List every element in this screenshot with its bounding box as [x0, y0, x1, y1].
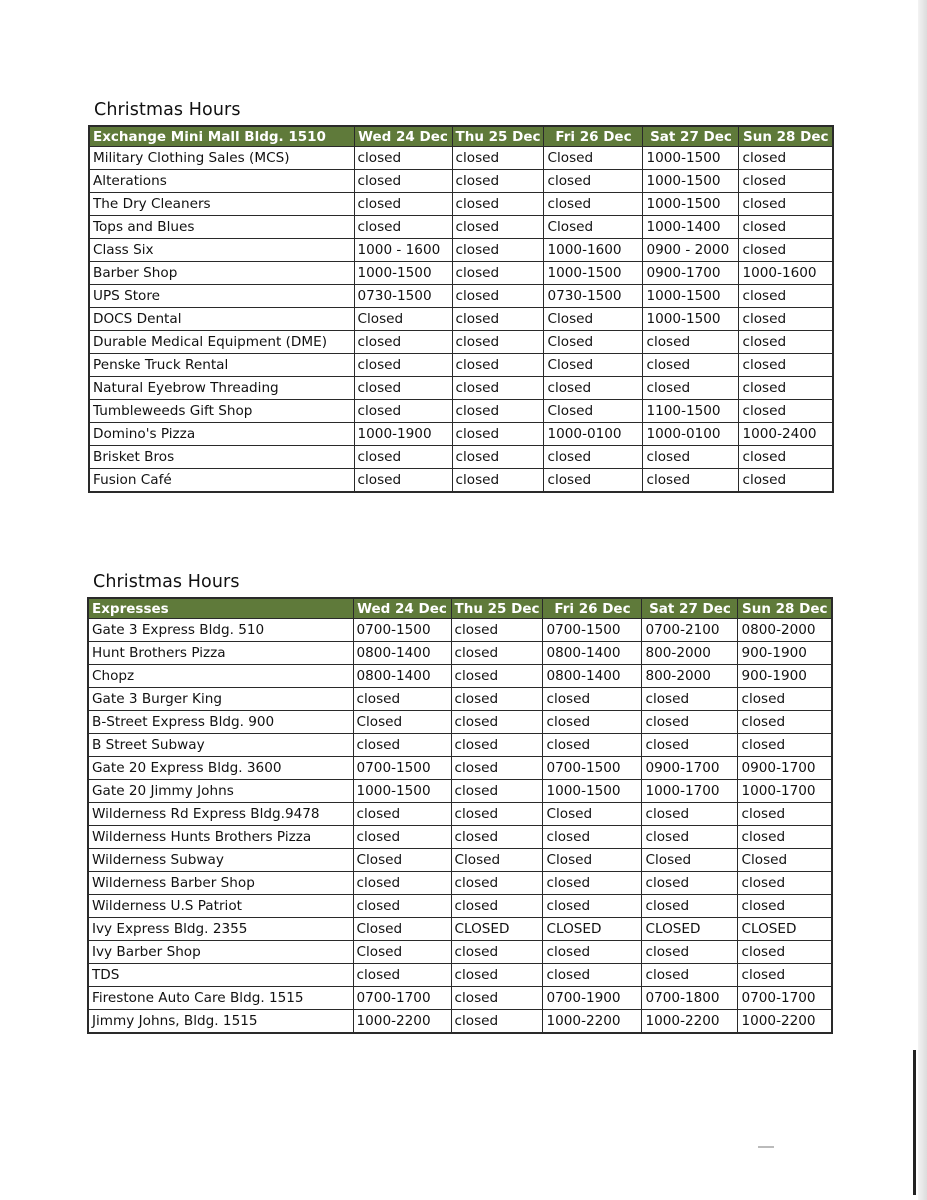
column-header-sun-28-dec: Sun 28 Dec [739, 126, 833, 147]
hours-cell-wed-24-dec: closed [354, 469, 452, 493]
table-row [88, 642, 832, 665]
hours-cell-sun-28-dec: closed [739, 377, 833, 400]
hours-cell-wed-24-dec: closed [353, 895, 451, 918]
hours-cell-thu-25-dec: closed [452, 331, 544, 354]
hours-cell-thu-25-dec: closed [452, 239, 544, 262]
hours-cell-sat-27-dec: 0700-1800 [642, 987, 738, 1010]
table-row [88, 803, 832, 826]
hours-cell-wed-24-dec: 0800-1400 [353, 642, 451, 665]
column-header-fri-26-dec: Fri 26 Dec [544, 126, 643, 147]
hours-cell-sat-27-dec: 1000-2200 [642, 1010, 738, 1034]
table-row [88, 734, 832, 757]
hours-cell-wed-24-dec: closed [354, 446, 452, 469]
hours-cell-thu-25-dec: closed [451, 872, 543, 895]
location-name-cell: B-Street Express Bldg. 900 [88, 711, 353, 734]
table-row [89, 285, 833, 308]
location-name-cell: B Street Subway [88, 734, 353, 757]
table-row [89, 354, 833, 377]
hours-cell-sat-27-dec: 1000-1500 [643, 170, 739, 193]
hours-cell-sat-27-dec: 800-2000 [642, 642, 738, 665]
location-name-cell: Jimmy Johns, Bldg. 1515 [88, 1010, 353, 1034]
table-row [89, 377, 833, 400]
hours-cell-sun-28-dec: 0700-1700 [738, 987, 832, 1010]
table-row [89, 262, 833, 285]
hours-cell-wed-24-dec: 1000-1500 [353, 780, 451, 803]
hours-cell-thu-25-dec: closed [452, 193, 544, 216]
location-name-cell: Durable Medical Equipment (DME) [89, 331, 354, 354]
scan-speck [758, 1146, 774, 1148]
hours-cell-wed-24-dec: closed [353, 872, 451, 895]
hours-cell-sun-28-dec: closed [738, 803, 832, 826]
location-name-cell: Tumbleweeds Gift Shop [89, 400, 354, 423]
page-edge-line [913, 1050, 916, 1195]
table-header-row [88, 598, 832, 619]
hours-cell-thu-25-dec: closed [451, 642, 543, 665]
table-row [89, 147, 833, 170]
table-row [89, 469, 833, 493]
location-name-cell: Hunt Brothers Pizza [88, 642, 353, 665]
hours-cell-thu-25-dec: closed [451, 826, 543, 849]
hours-cell-thu-25-dec: CLOSED [451, 918, 543, 941]
hours-cell-sun-28-dec: closed [739, 239, 833, 262]
hours-cell-sun-28-dec: closed [739, 331, 833, 354]
hours-cell-thu-25-dec: Closed [451, 849, 543, 872]
hours-cell-fri-26-dec: 0800-1400 [543, 642, 642, 665]
hours-cell-fri-26-dec: closed [543, 895, 642, 918]
hours-cell-wed-24-dec: 1000-1900 [354, 423, 452, 446]
hours-cell-thu-25-dec: closed [452, 377, 544, 400]
table-header-row [89, 126, 833, 147]
hours-cell-sat-27-dec: 1000-1400 [643, 216, 739, 239]
hours-cell-sat-27-dec: 0700-2100 [642, 619, 738, 642]
hours-cell-fri-26-dec: 1000-1500 [543, 780, 642, 803]
hours-cell-wed-24-dec: 0700-1700 [353, 987, 451, 1010]
location-name-cell: Domino's Pizza [89, 423, 354, 446]
hours-cell-sun-28-dec: closed [738, 734, 832, 757]
hours-cell-thu-25-dec: closed [452, 262, 544, 285]
hours-cell-wed-24-dec: 0700-1500 [353, 619, 451, 642]
hours-cell-sat-27-dec: 800-2000 [642, 665, 738, 688]
hours-cell-sun-28-dec: closed [739, 170, 833, 193]
location-name-cell: Gate 20 Express Bldg. 3600 [88, 757, 353, 780]
location-name-cell: Gate 20 Jimmy Johns [88, 780, 353, 803]
table-row [89, 239, 833, 262]
hours-cell-sat-27-dec: closed [642, 964, 738, 987]
hours-cell-wed-24-dec: closed [353, 964, 451, 987]
hours-cell-sun-28-dec: closed [739, 216, 833, 239]
column-header-sun-28-dec: Sun 28 Dec [738, 598, 832, 619]
column-header-wed-24-dec: Wed 24 Dec [354, 126, 452, 147]
page-edge-shadow [918, 0, 927, 1200]
hours-cell-fri-26-dec: Closed [544, 308, 643, 331]
location-name-cell: Wilderness Barber Shop [88, 872, 353, 895]
hours-cell-thu-25-dec: closed [452, 423, 544, 446]
hours-cell-thu-25-dec: closed [451, 619, 543, 642]
hours-cell-thu-25-dec: closed [452, 400, 544, 423]
column-header-thu-25-dec: Thu 25 Dec [451, 598, 543, 619]
hours-cell-fri-26-dec: Closed [543, 849, 642, 872]
table-row [88, 872, 832, 895]
hours-cell-sun-28-dec: closed [739, 193, 833, 216]
hours-cell-sat-27-dec: 1000-1500 [643, 285, 739, 308]
hours-cell-thu-25-dec: closed [451, 780, 543, 803]
location-name-cell: Barber Shop [89, 262, 354, 285]
hours-cell-thu-25-dec: closed [452, 308, 544, 331]
hours-cell-wed-24-dec: closed [354, 377, 452, 400]
hours-cell-wed-24-dec: Closed [353, 711, 451, 734]
location-name-cell: DOCS Dental [89, 308, 354, 331]
hours-cell-sun-28-dec: closed [738, 711, 832, 734]
location-name-cell: Wilderness Hunts Brothers Pizza [88, 826, 353, 849]
hours-cell-sun-28-dec: closed [739, 308, 833, 331]
table-row [88, 941, 832, 964]
hours-cell-thu-25-dec: closed [451, 734, 543, 757]
hours-cell-sat-27-dec: closed [642, 688, 738, 711]
hours-cell-wed-24-dec: closed [354, 331, 452, 354]
hours-cell-sun-28-dec: closed [738, 964, 832, 987]
hours-cell-thu-25-dec: closed [452, 170, 544, 193]
location-name-cell: Tops and Blues [89, 216, 354, 239]
hours-cell-fri-26-dec: Closed [544, 216, 643, 239]
location-name-cell: Wilderness Rd Express Bldg.9478 [88, 803, 353, 826]
hours-cell-sat-27-dec: closed [642, 941, 738, 964]
table-row [89, 423, 833, 446]
table-row [89, 331, 833, 354]
hours-cell-wed-24-dec: closed [354, 170, 452, 193]
hours-cell-thu-25-dec: closed [451, 1010, 543, 1034]
table-row [89, 308, 833, 331]
hours-cell-sat-27-dec: closed [642, 803, 738, 826]
table-row [89, 446, 833, 469]
location-name-cell: Firestone Auto Care Bldg. 1515 [88, 987, 353, 1010]
table-row [88, 964, 832, 987]
hours-cell-sat-27-dec: closed [642, 872, 738, 895]
hours-cell-wed-24-dec: closed [354, 193, 452, 216]
hours-cell-fri-26-dec: closed [543, 711, 642, 734]
table-row [89, 400, 833, 423]
hours-cell-sun-28-dec: 1000-1700 [738, 780, 832, 803]
hours-cell-sat-27-dec: closed [642, 826, 738, 849]
hours-table-mini-mall [88, 125, 834, 493]
hours-cell-sun-28-dec: 900-1900 [738, 665, 832, 688]
column-header-location: Expresses [88, 598, 353, 619]
hours-cell-wed-24-dec: closed [354, 216, 452, 239]
location-name-cell: Gate 3 Burger King [88, 688, 353, 711]
hours-cell-sun-28-dec: 1000-1600 [739, 262, 833, 285]
hours-cell-thu-25-dec: closed [452, 147, 544, 170]
hours-cell-sun-28-dec: closed [739, 446, 833, 469]
column-header-location: Exchange Mini Mall Bldg. 1510 [89, 126, 354, 147]
hours-cell-sat-27-dec: 0900-1700 [643, 262, 739, 285]
hours-cell-sat-27-dec: closed [643, 446, 739, 469]
location-name-cell: UPS Store [89, 285, 354, 308]
hours-cell-sun-28-dec: closed [739, 400, 833, 423]
hours-cell-wed-24-dec: 0700-1500 [353, 757, 451, 780]
hours-cell-sun-28-dec: 900-1900 [738, 642, 832, 665]
hours-cell-fri-26-dec: 1000-0100 [544, 423, 643, 446]
hours-cell-sat-27-dec: 1100-1500 [643, 400, 739, 423]
location-name-cell: Penske Truck Rental [89, 354, 354, 377]
hours-cell-wed-24-dec: closed [353, 803, 451, 826]
hours-cell-thu-25-dec: closed [452, 216, 544, 239]
hours-cell-fri-26-dec: closed [543, 941, 642, 964]
hours-cell-sun-28-dec: closed [738, 688, 832, 711]
hours-cell-thu-25-dec: closed [451, 757, 543, 780]
hours-cell-thu-25-dec: closed [452, 285, 544, 308]
hours-cell-sun-28-dec: 0800-2000 [738, 619, 832, 642]
hours-cell-sat-27-dec: Closed [642, 849, 738, 872]
table-row [88, 757, 832, 780]
hours-cell-fri-26-dec: 1000-1600 [544, 239, 643, 262]
hours-cell-thu-25-dec: closed [451, 987, 543, 1010]
hours-cell-fri-26-dec: 0700-1500 [543, 757, 642, 780]
hours-cell-fri-26-dec: 0730-1500 [544, 285, 643, 308]
column-header-thu-25-dec: Thu 25 Dec [452, 126, 544, 147]
hours-cell-fri-26-dec: closed [544, 377, 643, 400]
hours-cell-sat-27-dec: closed [643, 354, 739, 377]
table-row [88, 987, 832, 1010]
hours-cell-fri-26-dec: closed [544, 446, 643, 469]
hours-cell-sun-28-dec: closed [739, 147, 833, 170]
hours-cell-thu-25-dec: closed [451, 665, 543, 688]
hours-cell-sat-27-dec: closed [643, 469, 739, 493]
hours-cell-wed-24-dec: 1000-1500 [354, 262, 452, 285]
hours-cell-wed-24-dec: closed [353, 688, 451, 711]
hours-cell-wed-24-dec: Closed [353, 849, 451, 872]
hours-cell-thu-25-dec: closed [452, 446, 544, 469]
hours-cell-thu-25-dec: closed [452, 354, 544, 377]
hours-cell-sun-28-dec: closed [738, 895, 832, 918]
hours-cell-fri-26-dec: closed [543, 688, 642, 711]
hours-cell-wed-24-dec: Closed [353, 941, 451, 964]
hours-cell-fri-26-dec: closed [544, 170, 643, 193]
hours-cell-fri-26-dec: Closed [543, 803, 642, 826]
column-header-sat-27-dec: Sat 27 Dec [642, 598, 738, 619]
hours-cell-sun-28-dec: Closed [738, 849, 832, 872]
hours-cell-thu-25-dec: closed [451, 941, 543, 964]
hours-cell-sun-28-dec: closed [738, 826, 832, 849]
hours-cell-fri-26-dec: Closed [544, 147, 643, 170]
hours-cell-fri-26-dec: Closed [544, 354, 643, 377]
hours-cell-thu-25-dec: closed [451, 895, 543, 918]
hours-cell-fri-26-dec: closed [544, 193, 643, 216]
hours-cell-fri-26-dec: closed [543, 826, 642, 849]
hours-cell-sun-28-dec: 0900-1700 [738, 757, 832, 780]
hours-cell-sun-28-dec: closed [739, 285, 833, 308]
hours-cell-thu-25-dec: closed [452, 469, 544, 493]
location-name-cell: The Dry Cleaners [89, 193, 354, 216]
section-title-expresses: Christmas Hours [93, 572, 240, 592]
hours-cell-sat-27-dec: 1000-1700 [642, 780, 738, 803]
section-title-mini-mall: Christmas Hours [94, 100, 241, 120]
table-row [88, 849, 832, 872]
hours-cell-wed-24-dec: closed [354, 147, 452, 170]
hours-cell-sat-27-dec: 1000-1500 [643, 193, 739, 216]
table-row [88, 826, 832, 849]
hours-cell-sat-27-dec: closed [642, 734, 738, 757]
location-name-cell: Gate 3 Express Bldg. 510 [88, 619, 353, 642]
hours-cell-sat-27-dec: 1000-1500 [643, 308, 739, 331]
location-name-cell: Brisket Bros [89, 446, 354, 469]
table-row [88, 619, 832, 642]
column-header-fri-26-dec: Fri 26 Dec [543, 598, 642, 619]
hours-cell-sun-28-dec: closed [738, 941, 832, 964]
hours-cell-fri-26-dec: closed [543, 872, 642, 895]
table-row [88, 918, 832, 941]
location-name-cell: Natural Eyebrow Threading [89, 377, 354, 400]
hours-cell-sat-27-dec: closed [642, 711, 738, 734]
location-name-cell: Wilderness U.S Patriot [88, 895, 353, 918]
table-row [89, 170, 833, 193]
location-name-cell: Ivy Express Bldg. 2355 [88, 918, 353, 941]
hours-cell-fri-26-dec: 0700-1900 [543, 987, 642, 1010]
location-name-cell: Chopz [88, 665, 353, 688]
location-name-cell: Class Six [89, 239, 354, 262]
hours-cell-sat-27-dec: closed [642, 895, 738, 918]
hours-cell-sun-28-dec: closed [739, 354, 833, 377]
location-name-cell: Fusion Café [89, 469, 354, 493]
hours-cell-wed-24-dec: 0800-1400 [353, 665, 451, 688]
hours-cell-sat-27-dec: closed [643, 331, 739, 354]
hours-cell-fri-26-dec: 1000-1500 [544, 262, 643, 285]
table-row [88, 1010, 832, 1034]
hours-cell-fri-26-dec: 0800-1400 [543, 665, 642, 688]
hours-cell-sat-27-dec: 0900-1700 [642, 757, 738, 780]
hours-cell-wed-24-dec: Closed [354, 308, 452, 331]
hours-cell-thu-25-dec: closed [451, 964, 543, 987]
column-header-sat-27-dec: Sat 27 Dec [643, 126, 739, 147]
hours-cell-sun-28-dec: closed [739, 469, 833, 493]
hours-cell-sat-27-dec: 1000-1500 [643, 147, 739, 170]
hours-cell-fri-26-dec: CLOSED [543, 918, 642, 941]
hours-cell-fri-26-dec: 1000-2200 [543, 1010, 642, 1034]
hours-cell-wed-24-dec: Closed [353, 918, 451, 941]
location-name-cell: Ivy Barber Shop [88, 941, 353, 964]
hours-cell-thu-25-dec: closed [451, 803, 543, 826]
hours-cell-wed-24-dec: closed [354, 400, 452, 423]
hours-cell-wed-24-dec: 0730-1500 [354, 285, 452, 308]
hours-cell-thu-25-dec: closed [451, 688, 543, 711]
hours-cell-fri-26-dec: Closed [544, 400, 643, 423]
hours-cell-sun-28-dec: closed [738, 872, 832, 895]
hours-cell-sun-28-dec: 1000-2200 [738, 1010, 832, 1034]
hours-cell-fri-26-dec: closed [543, 734, 642, 757]
table-row [88, 895, 832, 918]
hours-cell-fri-26-dec: closed [543, 964, 642, 987]
hours-cell-wed-24-dec: 1000 - 1600 [354, 239, 452, 262]
table-row [89, 216, 833, 239]
hours-cell-wed-24-dec: closed [353, 826, 451, 849]
hours-cell-sat-27-dec: 1000-0100 [643, 423, 739, 446]
hours-cell-fri-26-dec: Closed [544, 331, 643, 354]
hours-cell-sun-28-dec: CLOSED [738, 918, 832, 941]
location-name-cell: TDS [88, 964, 353, 987]
hours-cell-sat-27-dec: closed [643, 377, 739, 400]
hours-cell-sun-28-dec: 1000-2400 [739, 423, 833, 446]
hours-cell-sat-27-dec: CLOSED [642, 918, 738, 941]
table-row [89, 193, 833, 216]
hours-cell-fri-26-dec: 0700-1500 [543, 619, 642, 642]
hours-cell-wed-24-dec: 1000-2200 [353, 1010, 451, 1034]
location-name-cell: Military Clothing Sales (MCS) [89, 147, 354, 170]
table-row [88, 688, 832, 711]
hours-cell-wed-24-dec: closed [353, 734, 451, 757]
hours-cell-sat-27-dec: 0900 - 2000 [643, 239, 739, 262]
table-row [88, 665, 832, 688]
location-name-cell: Alterations [89, 170, 354, 193]
column-header-wed-24-dec: Wed 24 Dec [353, 598, 451, 619]
hours-cell-wed-24-dec: closed [354, 354, 452, 377]
location-name-cell: Wilderness Subway [88, 849, 353, 872]
hours-table-expresses [87, 597, 833, 1034]
hours-cell-fri-26-dec: closed [544, 469, 643, 493]
table-row [88, 780, 832, 803]
hours-cell-thu-25-dec: closed [451, 711, 543, 734]
table-row [88, 711, 832, 734]
